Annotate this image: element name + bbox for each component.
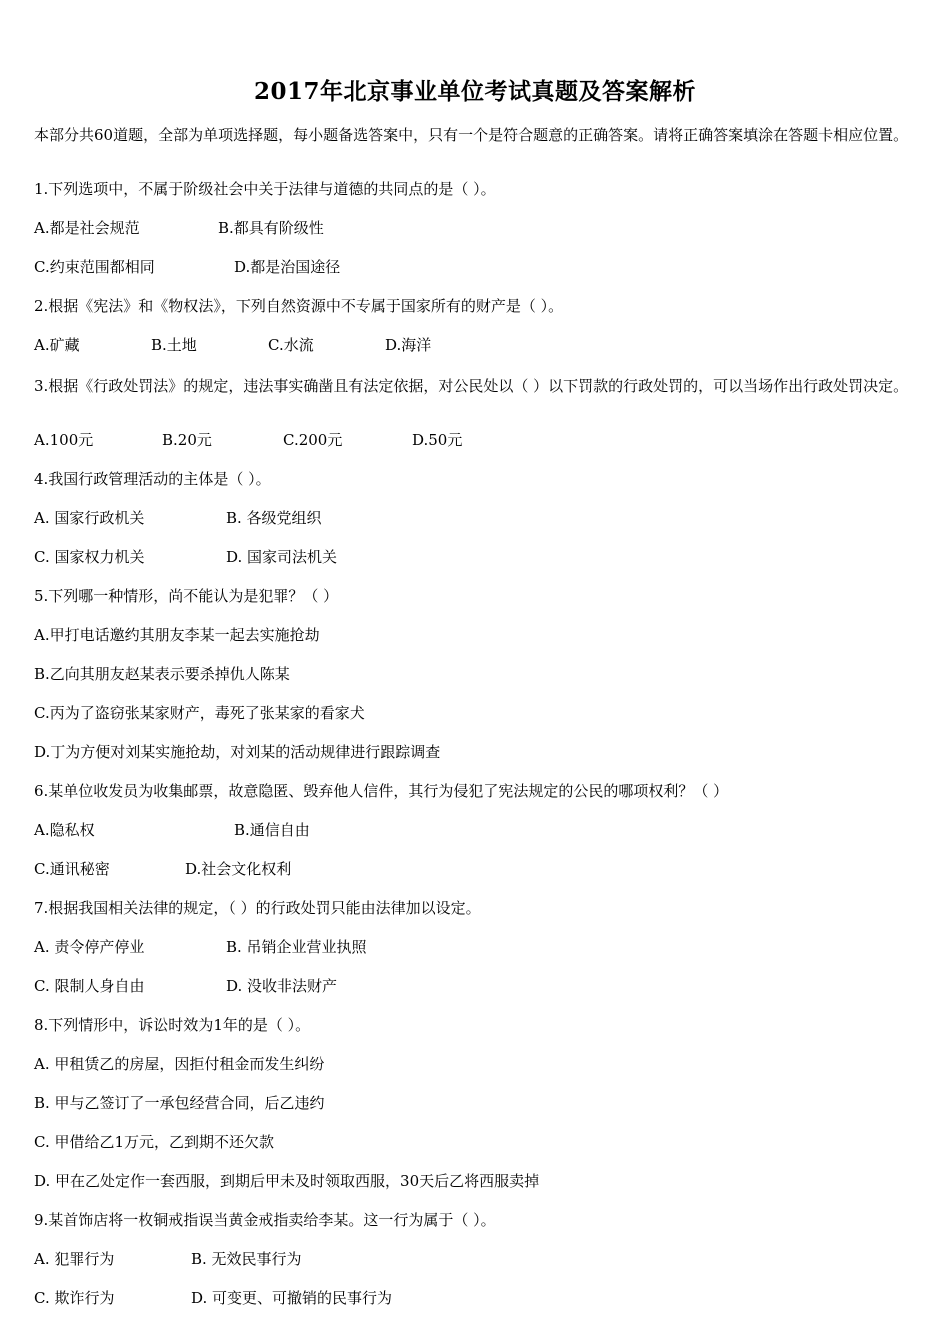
question-9-option-a: A. 犯罪行为 [34, 1250, 115, 1268]
question-3-option-d: D.50元 [412, 431, 463, 449]
question-9-option-d: D. 可变更、可撤销的民事行为 [191, 1289, 393, 1307]
question-9-option-b: B. 无效民事行为 [191, 1250, 302, 1268]
question-8-option-a: A. 甲租赁乙的房屋，因拒付租金而发生纠纷 [34, 1055, 325, 1073]
question-8-option-d: D. 甲在乙处定作一套西服，到期后甲未及时领取西服，30天后乙将西服卖掉 [34, 1172, 540, 1190]
question-7-option-c: C. 限制人身自由 [34, 977, 145, 995]
question-5-stem: 5.下列哪一种情形，尚不能认为是犯罪？（ ） [34, 587, 339, 605]
question-4-stem: 4.我国行政管理活动的主体是（ ）。 [34, 470, 271, 488]
question-6-option-b: B.通信自由 [234, 821, 310, 839]
question-2-stem: 2.根据《宪法》和《物权法》，下列自然资源中不专属于国家所有的财产是（ ）。 [34, 297, 564, 315]
question-8-option-b: B. 甲与乙签订了一承包经营合同，后乙违约 [34, 1094, 325, 1112]
question-6-stem: 6.某单位收发员为收集邮票，故意隐匿、毁弃他人信件，其行为侵犯了宪法规定的公民的哪项权利？（ ） [34, 782, 729, 800]
intro-paragraph: 本部分共60道题，全部为单项选择题，每小题备选答案中，只有一个是符合题意的正确答案。请将正确答案填涂在答题卡相应位置。 [34, 126, 909, 144]
page-title: 2017年北京事业单位考试真题及答案解析 [253, 78, 696, 105]
question-7-option-b: B. 吊销企业营业执照 [226, 938, 367, 956]
question-3-option-a: A.100元 [34, 431, 94, 449]
question-2-option-b: B.土地 [151, 336, 197, 354]
question-5-option-b: B.乙向其朋友赵某表示要杀掉仇人陈某 [34, 665, 290, 683]
question-5-option-d: D.丁为方便对刘某实施抢劫，对刘某的活动规律进行跟踪调查 [34, 743, 441, 761]
question-4-option-a: A. 国家行政机关 [34, 509, 145, 527]
question-4-option-d: D. 国家司法机关 [226, 548, 338, 566]
question-7-stem: 7.根据我国相关法律的规定，（ ）的行政处罚只能由法律加以设定。 [34, 899, 481, 917]
question-1-option-b: B.都具有阶级性 [218, 219, 324, 237]
question-1-option-c: C.约束范围都相同 [34, 258, 155, 276]
question-1-option-d: D.都是治国途径 [234, 258, 341, 276]
question-3-stem: 3.根据《行政处罚法》的规定，违法事实确凿且有法定依据，对公民处以（ ）以下罚款的行政处罚的，可以当场作出行政处罚决定。 [34, 377, 909, 395]
question-6-option-d: D.社会文化权利 [185, 860, 292, 878]
question-3-option-b: B.20元 [162, 431, 212, 449]
question-6-option-c: C.通讯秘密 [34, 860, 110, 878]
question-5-option-c: C.丙为了盗窃张某家财产，毒死了张某家的看家犬 [34, 704, 365, 722]
question-7-option-d: D. 没收非法财产 [226, 977, 338, 995]
question-9-stem: 9.某首饰店将一枚铜戒指误当黄金戒指卖给李某。这一行为属于（ ）。 [34, 1211, 496, 1229]
question-8-option-c: C. 甲借给乙1万元，乙到期不还欠款 [34, 1133, 275, 1151]
question-2-option-c: C.水流 [268, 336, 314, 354]
question-2-option-d: D.海洋 [385, 336, 432, 354]
question-5-option-a: A.甲打电话邀约其朋友李某一起去实施抢劫 [34, 626, 320, 644]
question-6-option-a: A.隐私权 [34, 821, 95, 839]
question-8-stem: 8.下列情形中，诉讼时效为1年的是（ ）。 [34, 1016, 311, 1034]
question-4-option-c: C. 国家权力机关 [34, 548, 145, 566]
question-7-option-a: A. 责令停产停业 [34, 938, 145, 956]
question-4-option-b: B. 各级党组织 [226, 509, 322, 527]
question-9-option-c: C. 欺诈行为 [34, 1289, 115, 1307]
question-1-option-a: A.都是社会规范 [34, 219, 140, 237]
question-2-option-a: A.矿藏 [34, 336, 80, 354]
question-1-stem: 1.下列选项中，不属于阶级社会中关于法律与道德的共同点的是（ ）。 [34, 180, 496, 198]
question-3-option-c: C.200元 [283, 431, 343, 449]
